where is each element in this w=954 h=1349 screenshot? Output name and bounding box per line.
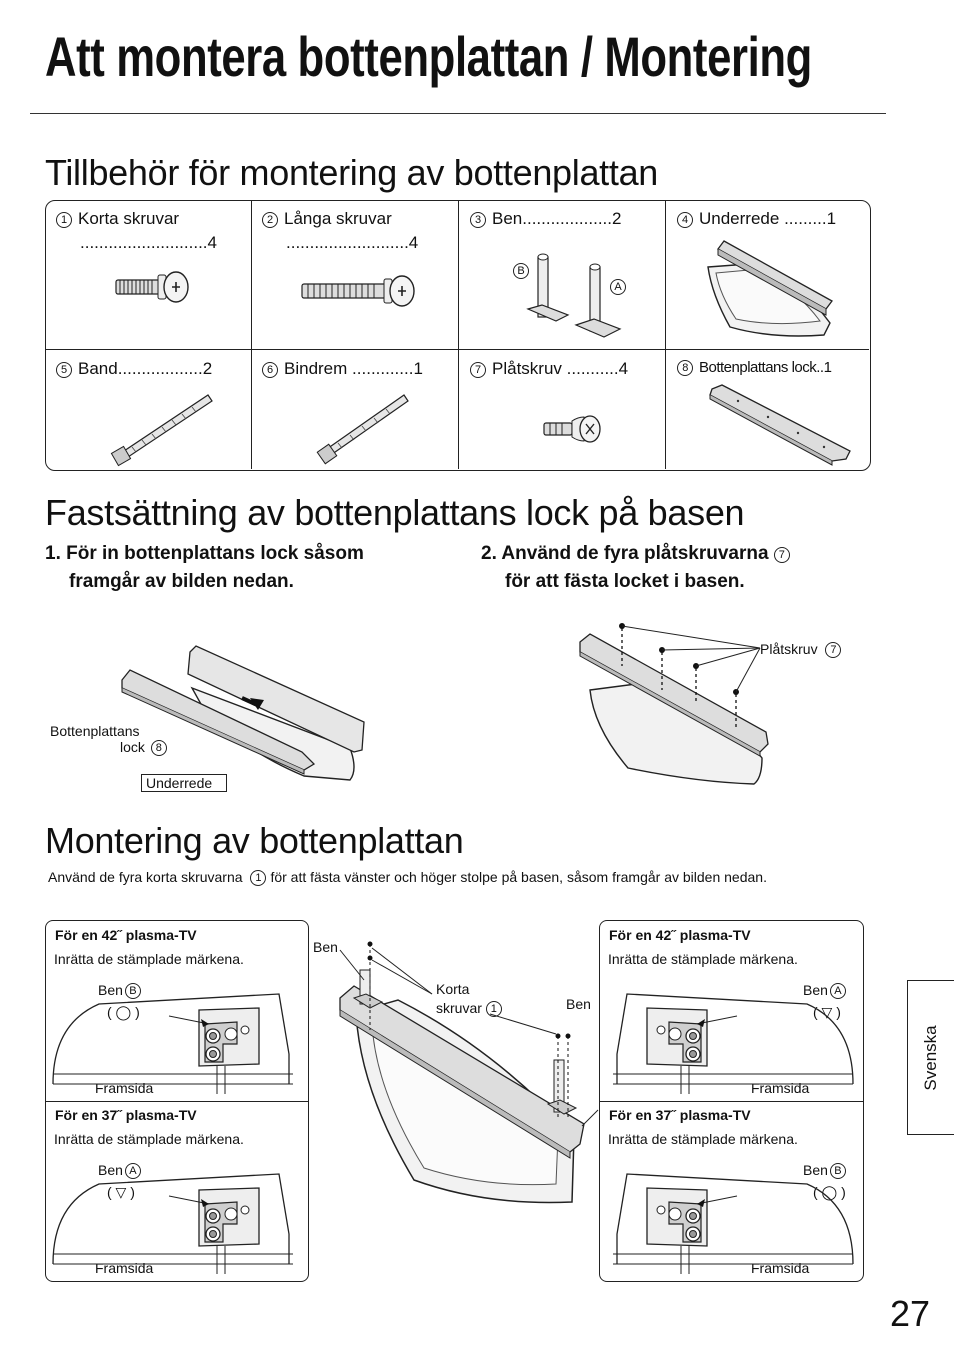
cover-heading: Fastsättning av bottenplattans lock på basen bbox=[45, 492, 745, 533]
item-number: 8 bbox=[677, 360, 693, 376]
band-icon bbox=[112, 389, 222, 467]
cover-base-label: Underrede bbox=[141, 774, 227, 792]
sheet-screw-icon bbox=[542, 413, 606, 447]
subpanel-leg-detail bbox=[49, 984, 299, 1094]
accessories-heading: Tillbehör för montering av bottenplattan bbox=[45, 152, 659, 193]
page-number: 27 bbox=[890, 1293, 931, 1334]
mount-subpanel-left-bottom bbox=[45, 1100, 309, 1280]
mount-intro: Använd de fyra korta skruvarna 1 för att fästa vänster och höger stolpe på basen, såsom framgår av bilden nedan. bbox=[48, 869, 767, 885]
item-short-screws bbox=[56, 209, 179, 229]
subpanel-title: För en 42˝ plasma-TV bbox=[55, 927, 197, 943]
item-label: Underrede bbox=[699, 209, 780, 228]
item-band: 5 Band..................2 bbox=[56, 359, 212, 379]
title-divider bbox=[30, 113, 886, 114]
page-title: Att montera bottenplattan / Montering bbox=[45, 25, 812, 88]
item-number: 4 bbox=[677, 212, 693, 228]
legs-icon bbox=[526, 249, 626, 349]
item-cover: 8 Bottenplattans lock..1 bbox=[677, 359, 831, 376]
subpanel-instruction: Inrätta de stämplade märkena. bbox=[608, 1131, 798, 1147]
subpanel-ben: Ben A bbox=[98, 1162, 147, 1179]
strap-icon bbox=[318, 389, 414, 467]
mount-subpanel-right-top bbox=[599, 920, 863, 1100]
item-sheet-screw: 7 Plåtskruv ...........4 bbox=[470, 359, 628, 379]
short-screw-icon bbox=[114, 271, 194, 307]
base-icon bbox=[702, 235, 838, 339]
accessories-table bbox=[45, 200, 871, 471]
center-screw-label: Korta skruvar 1 bbox=[436, 980, 508, 1018]
item-label: Plåtskruv bbox=[492, 359, 562, 378]
center-ben-right: Ben bbox=[566, 996, 591, 1012]
cover-step-2: 2. Använd de fyra plåtskruvarna 7 för att fästa locket i basen. bbox=[481, 540, 901, 596]
item-number: 1 bbox=[56, 212, 72, 228]
item-label: Bottenplattans lock bbox=[699, 359, 817, 376]
item-label: Ben bbox=[492, 209, 523, 228]
language-tab: Svenska bbox=[907, 980, 954, 1135]
cover-step-1: 1. För in bottenplattans lock såsom framgår av bilden nedan. bbox=[45, 543, 364, 592]
subpanel-front: Framsida bbox=[751, 1080, 810, 1096]
item-number: 7 bbox=[470, 362, 486, 378]
item-count: ..........................4 bbox=[286, 233, 419, 252]
cover-insert-illustration bbox=[118, 640, 368, 790]
item-label: Bindrem bbox=[284, 359, 348, 378]
mount-subpanel-right-bottom bbox=[599, 1100, 863, 1280]
subpanel-mark: ( ◯ ) bbox=[107, 1004, 140, 1020]
item-strap: 6 Bindrem .............1 bbox=[262, 359, 423, 379]
subpanel-leg-detail bbox=[603, 1164, 853, 1274]
item-legs: 3 Ben...................2 bbox=[470, 209, 621, 229]
item-number: 5 bbox=[56, 362, 72, 378]
subpanel-front: Framsida bbox=[95, 1080, 154, 1096]
center-ben-left: Ben bbox=[313, 939, 338, 955]
subpanel-mark: ( ▽ ) bbox=[107, 1184, 135, 1200]
subpanel-instruction: Inrätta de stämplade märkena. bbox=[54, 1131, 244, 1147]
subpanel-front: Framsida bbox=[751, 1260, 810, 1276]
mount-heading: Montering av bottenplattan bbox=[45, 820, 464, 861]
cover-lock-label: Bottenplattans lock 8 bbox=[50, 723, 173, 756]
item-count: ...........................4 bbox=[80, 233, 217, 252]
subpanel-title: För en 42˝ plasma-TV bbox=[609, 927, 751, 943]
item-label: Långa skruvar bbox=[284, 209, 392, 228]
item-long-screws bbox=[262, 209, 392, 229]
long-screw-icon bbox=[300, 275, 420, 311]
subpanel-ben: Ben B bbox=[98, 982, 147, 999]
subpanel-ben: Ben A bbox=[803, 982, 852, 999]
subpanel-mark: ( ▽ ) bbox=[813, 1004, 841, 1020]
subpanel-leg-detail bbox=[49, 1164, 299, 1274]
item-number: 2 bbox=[262, 212, 278, 228]
subpanel-instruction: Inrätta de stämplade märkena. bbox=[608, 951, 798, 967]
subpanel-instruction: Inrätta de stämplade märkena. bbox=[54, 951, 244, 967]
cover-screw-illustration bbox=[576, 618, 776, 790]
item-base: 4 Underrede .........1 bbox=[677, 209, 836, 229]
item-number: 6 bbox=[262, 362, 278, 378]
subpanel-title: För en 37˝ plasma-TV bbox=[609, 1107, 751, 1123]
subpanel-front: Framsida bbox=[95, 1260, 154, 1276]
item-label: Band bbox=[78, 359, 118, 378]
mount-subpanel-left-top bbox=[45, 920, 309, 1100]
cover-icon bbox=[708, 381, 858, 465]
leg-a-label: A bbox=[610, 279, 626, 295]
cover-screw-label: Plåtskruv 7 bbox=[760, 641, 847, 658]
item-number: 3 bbox=[470, 212, 486, 228]
subpanel-title: För en 37˝ plasma-TV bbox=[55, 1107, 197, 1123]
subpanel-mark: ( ◯ ) bbox=[813, 1184, 846, 1200]
subpanel-leg-detail bbox=[603, 984, 853, 1094]
leg-b-label: B bbox=[513, 263, 529, 279]
item-label: Korta skruvar bbox=[78, 209, 180, 228]
subpanel-ben: Ben B bbox=[803, 1162, 852, 1179]
